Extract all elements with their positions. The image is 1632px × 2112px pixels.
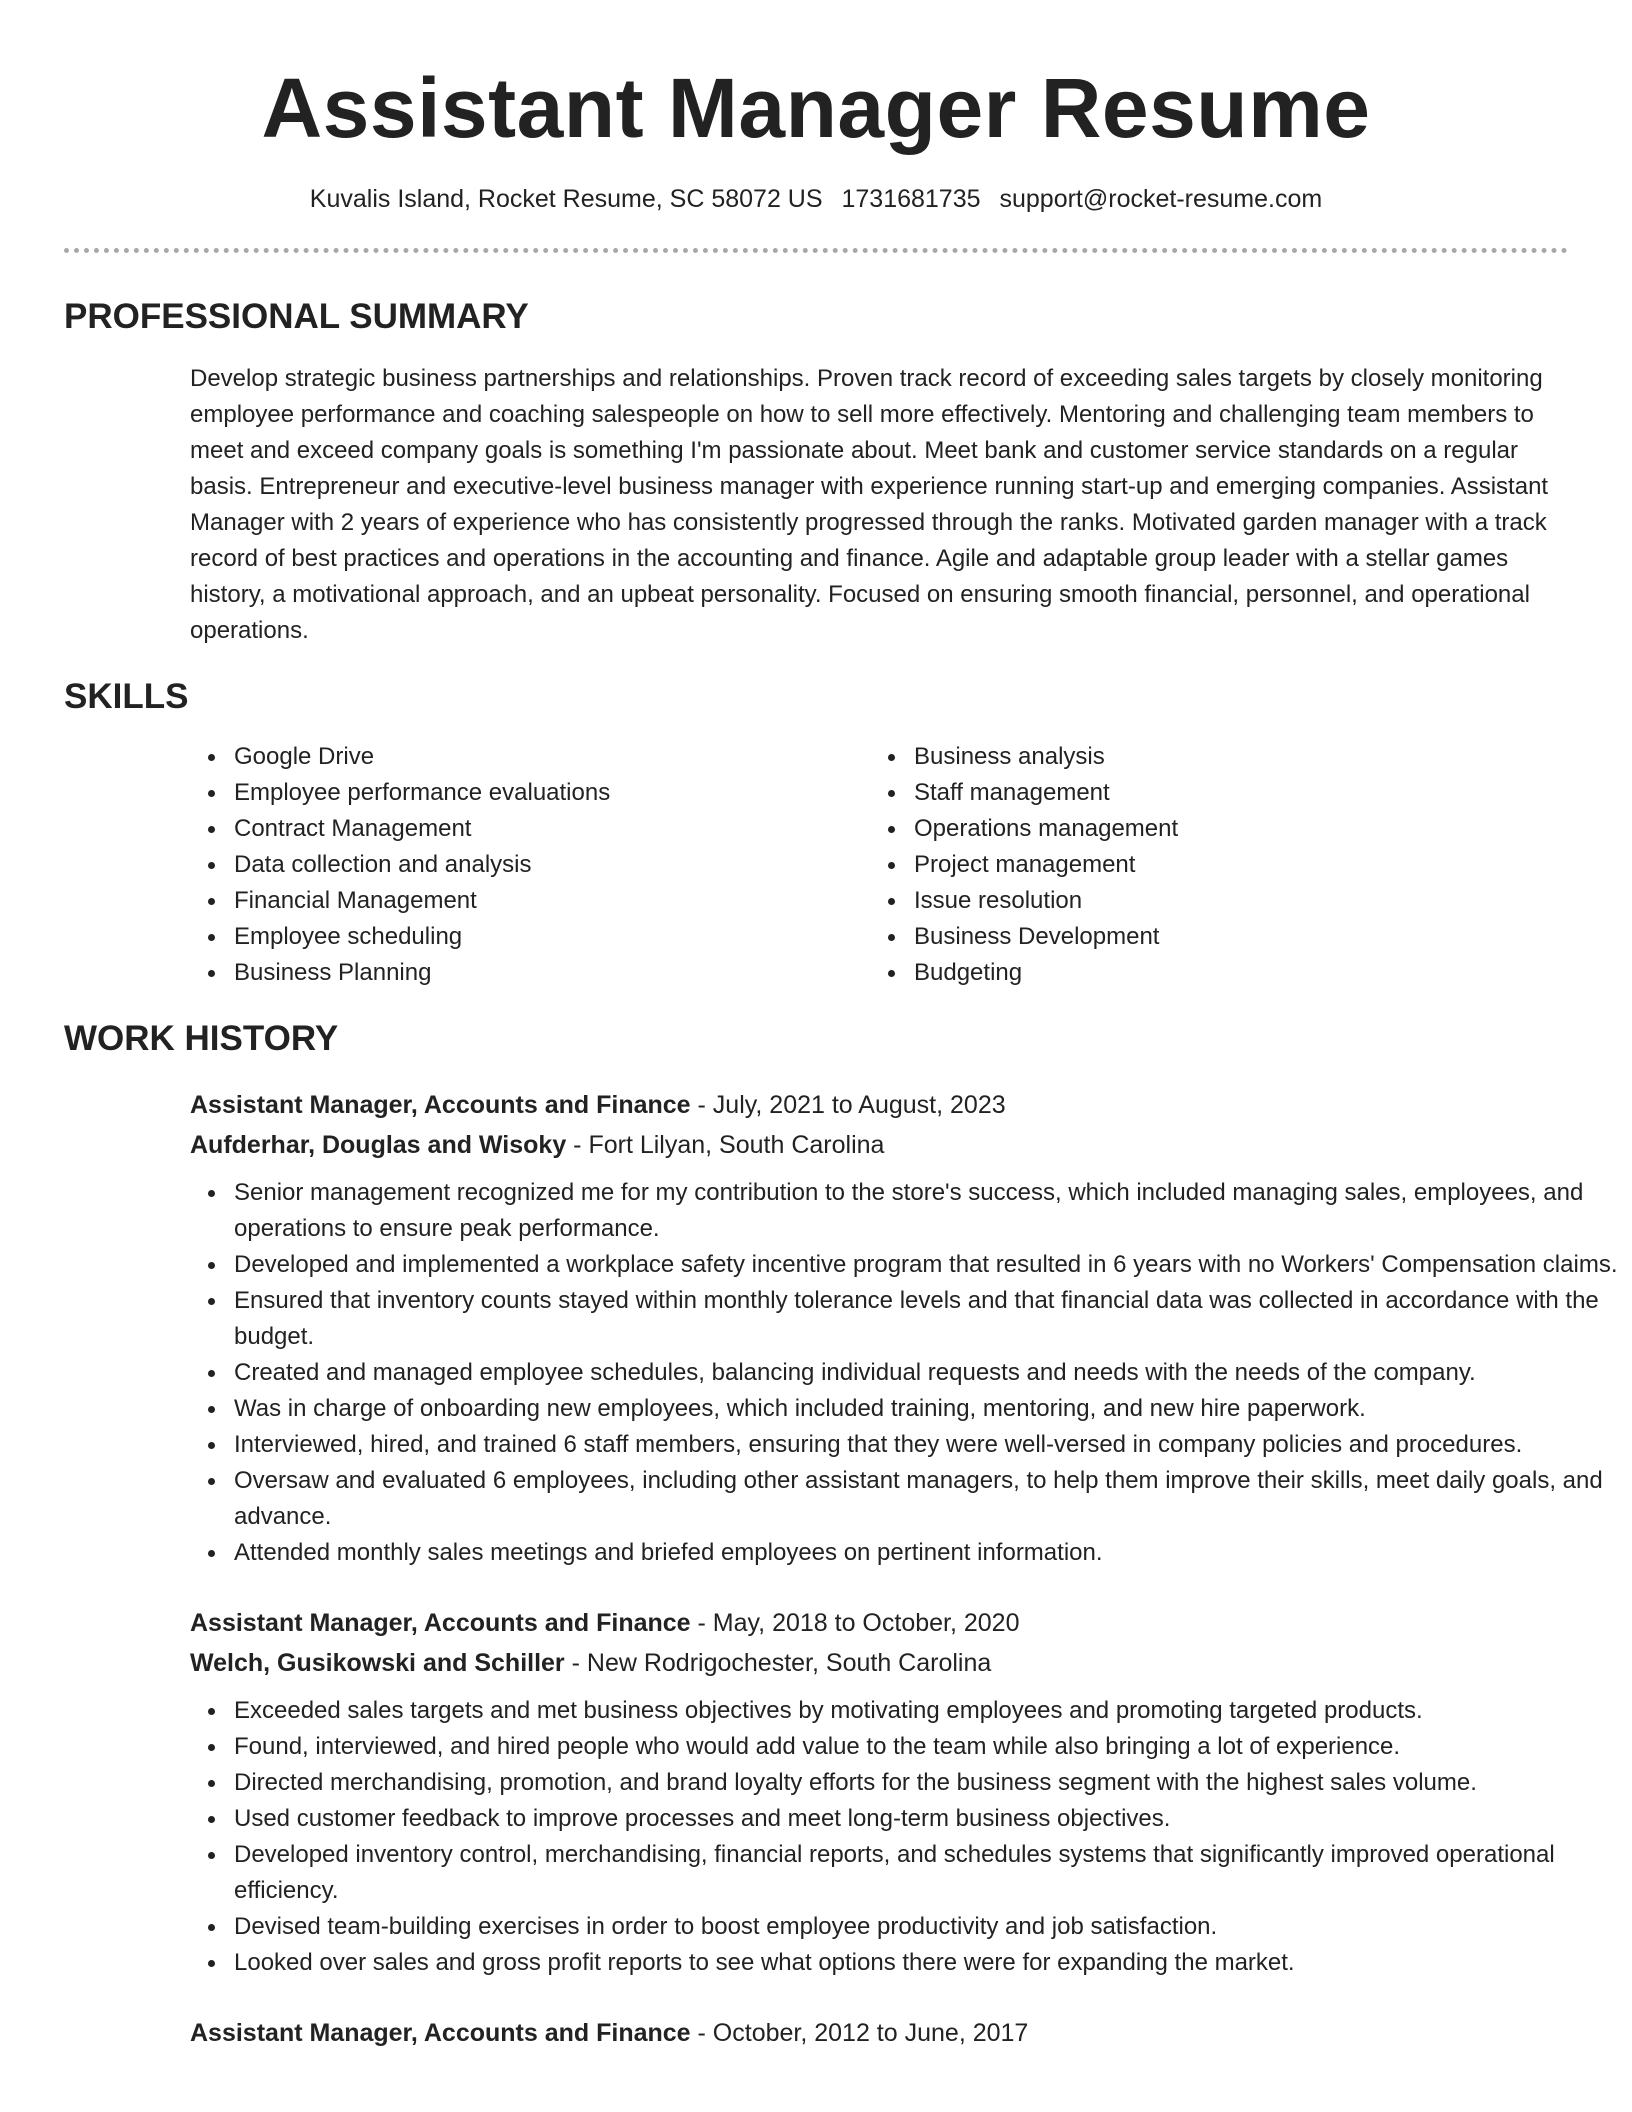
- job-bullets: [190, 1175, 1630, 1571]
- skill-item: Data collection and analysis: [190, 847, 870, 883]
- job-dates: - July, 2021 to August, 2023: [690, 1091, 1006, 1119]
- job-bullets: [190, 1693, 1630, 1981]
- contact-email: support@rocket-resume.com: [999, 185, 1323, 213]
- job-title-line: [190, 2013, 1568, 2053]
- skill-item: Staff management: [870, 775, 1550, 811]
- skill-item: Issue resolution: [870, 883, 1550, 919]
- job-title: Assistant Manager, Accounts and Finance: [190, 1091, 691, 1119]
- job-entry: [190, 1603, 1568, 1981]
- contact-address: Kuvalis Island, Rocket Resume, SC 58072 US: [309, 185, 823, 213]
- job-bullet: Used customer feedback to improve processes and meet long-term business objectives.: [190, 1801, 1630, 1837]
- job-bullet: Exceeded sales targets and met business objectives by motivating employees and promoting targeted products.: [190, 1693, 1630, 1729]
- job-bullet: Found, interviewed, and hired people who would add value to the team while also bringing a lot of experience.: [190, 1729, 1630, 1765]
- job-bullet: Oversaw and evaluated 6 employees, including other assistant managers, to help them improve their skills, meet daily goals, and advance.: [190, 1463, 1630, 1535]
- job-bullet: Ensured that inventory counts stayed within monthly tolerance levels and that financial data was collected in accordance with the budget.: [190, 1283, 1630, 1355]
- job-bullet: Created and managed employee schedules, balancing individual requests and needs with the needs of the company.: [190, 1355, 1630, 1391]
- skill-item: Employee scheduling: [190, 919, 870, 955]
- skill-item: Financial Management: [190, 883, 870, 919]
- job-bullet: Devised team-building exercises in order to boost employee productivity and job satisfaction.: [190, 1909, 1630, 1945]
- job-bullet: Was in charge of onboarding new employees, which included training, mentoring, and new hire paperwork.: [190, 1391, 1630, 1427]
- skills-right-list: [870, 739, 1550, 991]
- skill-item: Employee performance evaluations: [190, 775, 870, 811]
- job-bullet: Interviewed, hired, and trained 6 staff members, ensuring that they were well-versed in company policies and procedures.: [190, 1427, 1630, 1463]
- job-location: - Fort Lilyan, South Carolina: [566, 1131, 885, 1159]
- contact-line: [64, 182, 1568, 216]
- header-divider: [64, 248, 1568, 253]
- skill-item: Business Development: [870, 919, 1550, 955]
- job-company-line: [190, 1643, 1568, 1683]
- job-company: Aufderhar, Douglas and Wisoky: [190, 1131, 567, 1159]
- job-location: - New Rodrigochester, South Carolina: [564, 1649, 992, 1677]
- job-bullet: Senior management recognized me for my contribution to the store's success, which included managing sales, employees, and operations to ensure peak performance.: [190, 1175, 1630, 1247]
- job-bullet: Developed and implemented a workplace safety incentive program that resulted in 6 years with no Workers' Compensation claims.: [190, 1247, 1630, 1283]
- work-history-section: [64, 1017, 1618, 2053]
- skills-section: [64, 675, 1568, 991]
- skill-item: Operations management: [870, 811, 1550, 847]
- summary-heading: PROFESSIONAL SUMMARY: [64, 297, 529, 336]
- page-title: Assistant Manager Resume: [261, 61, 1371, 155]
- job-bullet: Attended monthly sales meetings and briefed employees on pertinent information.: [190, 1535, 1630, 1571]
- job-dates: - October, 2012 to June, 2017: [690, 2019, 1029, 2047]
- job-bullet: Directed merchandising, promotion, and brand loyalty efforts for the business segment with the highest sales volume.: [190, 1765, 1630, 1801]
- job-entry: [190, 2013, 1568, 2053]
- job-company-line: [190, 1125, 1568, 1165]
- skills-left-list: [190, 739, 870, 991]
- job-title-line: [190, 1085, 1568, 1125]
- job-title: Assistant Manager, Accounts and Finance: [190, 1609, 691, 1637]
- skill-item: Business analysis: [870, 739, 1550, 775]
- summary-section: [64, 295, 1568, 649]
- skill-item: Budgeting: [870, 955, 1550, 991]
- work-history-heading: WORK HISTORY: [64, 1019, 339, 1058]
- skills-columns: [190, 739, 1568, 991]
- contact-phone: 1731681735: [841, 185, 981, 213]
- skill-item: Google Drive: [190, 739, 870, 775]
- job-bullet: Developed inventory control, merchandising, financial reports, and schedules systems that significantly improved operational efficiency.: [190, 1837, 1630, 1909]
- job-title-line: [190, 1603, 1568, 1643]
- job-bullet: Looked over sales and gross profit reports to see what options there were for expanding the market.: [190, 1945, 1630, 1981]
- job-company: Welch, Gusikowski and Schiller: [190, 1649, 565, 1677]
- job-entry: [190, 1085, 1618, 1571]
- skill-item: Contract Management: [190, 811, 870, 847]
- skills-heading: SKILLS: [64, 677, 189, 716]
- job-dates: - May, 2018 to October, 2020: [690, 1609, 1020, 1637]
- job-title: Assistant Manager, Accounts and Finance: [190, 2019, 691, 2047]
- summary-text: Develop strategic business partnerships and relationships. Proven track record of exceeding sales targets by closely monitoring employee performance and coaching salespeople on how to sell more effectively. Mentoring and challenging team members to meet and exceed company goals is something I'm passionate about. Meet bank and customer service standards on a regular basis. Entrepreneur and executive-level business manager with experience running start-up and emerging companies. Assistant Manager with 2 years of experience who has consistently progressed through the ranks. Motivated garden manager with a track record of best practices and operations in the accounting and finance. Agile and adaptable group leader with a stellar games history, a motivational approach, and an upbeat personality. Focused on ensuring smooth financial, personnel, and operational operations.: [190, 365, 1549, 644]
- skill-item: Project management: [870, 847, 1550, 883]
- skill-item: Business Planning: [190, 955, 870, 991]
